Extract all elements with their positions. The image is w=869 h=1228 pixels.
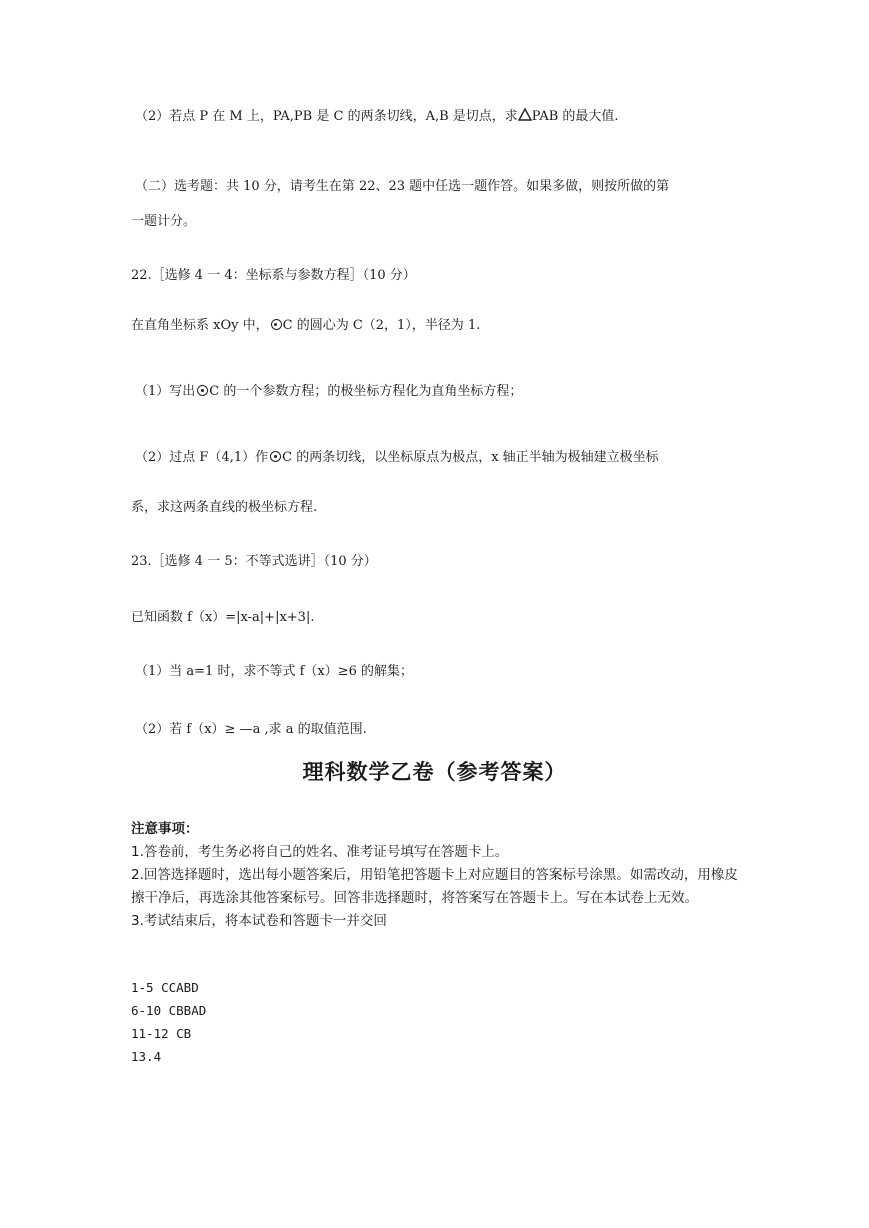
q23-intro: 已知函数 f（x）=|x-a|+|x+3|. — [131, 610, 315, 625]
q22-part2-before: （2）过点 F（4,1）作 — [135, 450, 269, 465]
notes-item-3: 3.考试结束后，将本试卷和答题卡一并交回 — [131, 913, 387, 929]
q22-intro-after: C 的圆心为 C（2，1），半径为 1. — [282, 318, 481, 333]
answer-title: 理科数学乙卷（参考答案） — [302, 760, 567, 784]
notes-block — [131, 818, 741, 933]
q22-part1-after: C 的一个参数方程；的极坐标方程化为直角坐标方程； — [209, 384, 523, 399]
notes-item-2: 2.回答选择题时，选出每小题答案后，用铅笔把答题卡上对应题目的答案标号涂黑。如需改动，用橡皮擦干净后，再选涂其他答案标号。回答非选择题时，将答案写在答题卡上。写在本试卷上无效。 — [131, 867, 738, 906]
q23-heading: 23.［选修 4 一 5：不等式选讲］（10 分） — [131, 554, 377, 569]
answer-line: 1-5 CCABD — [131, 980, 199, 995]
q22-part2 — [135, 449, 659, 467]
notes-heading: 注意事项： — [131, 821, 199, 837]
q23-part2: （2）若 f（x）≥ —a ,求 a 的取值范围. — [135, 722, 367, 737]
q22-part2-line2: 系，求这两条直线的极坐标方程. — [131, 500, 318, 515]
q22-part1-before: （1）写出 — [135, 384, 196, 399]
q22-intro-before: 在直角坐标系 xOy 中， — [131, 318, 269, 333]
answers-list — [131, 976, 206, 1068]
q23-part1: （1）当 a=1 时，求不等式 f（x）≥6 的解集； — [135, 664, 414, 679]
q22-heading: 22.［选修 4 一 4：坐标系与参数方程］（10 分） — [131, 268, 416, 283]
q22-part2-after: C 的两条切线，以坐标原点为极点，x 轴正半轴为极轴建立极坐标 — [282, 450, 659, 465]
optional-section-line2: 一题计分。 — [131, 214, 197, 229]
q22-intro — [131, 317, 480, 335]
answer-line: 13.4 — [131, 1049, 162, 1064]
q21-part2-text-after: PAB 的最大值. — [531, 109, 619, 124]
circle-dot-icon — [270, 451, 281, 462]
answer-line: 6-10 CBBAD — [131, 1003, 207, 1018]
answer-line: 11-12 CB — [131, 1026, 192, 1041]
notes-item-1: 1.答卷前，考生务必将自己的姓名、准考证号填写在答题卡上。 — [131, 844, 509, 860]
q22-part1 — [135, 383, 522, 401]
q21-part2-line — [135, 108, 619, 127]
optional-section-line1: （二）选考题：共 10 分，请考生在第 22、23 题中任选一题作答。如果多做，则按所做的第 — [135, 179, 670, 194]
circle-dot-icon — [197, 385, 208, 396]
circle-dot-icon — [271, 319, 282, 330]
q21-part2-text-before: （2）若点 P 在 M 上，PA,PB 是 C 的两条切线，A,B 是切点，求 — [135, 109, 518, 124]
triangle-icon — [518, 108, 532, 127]
